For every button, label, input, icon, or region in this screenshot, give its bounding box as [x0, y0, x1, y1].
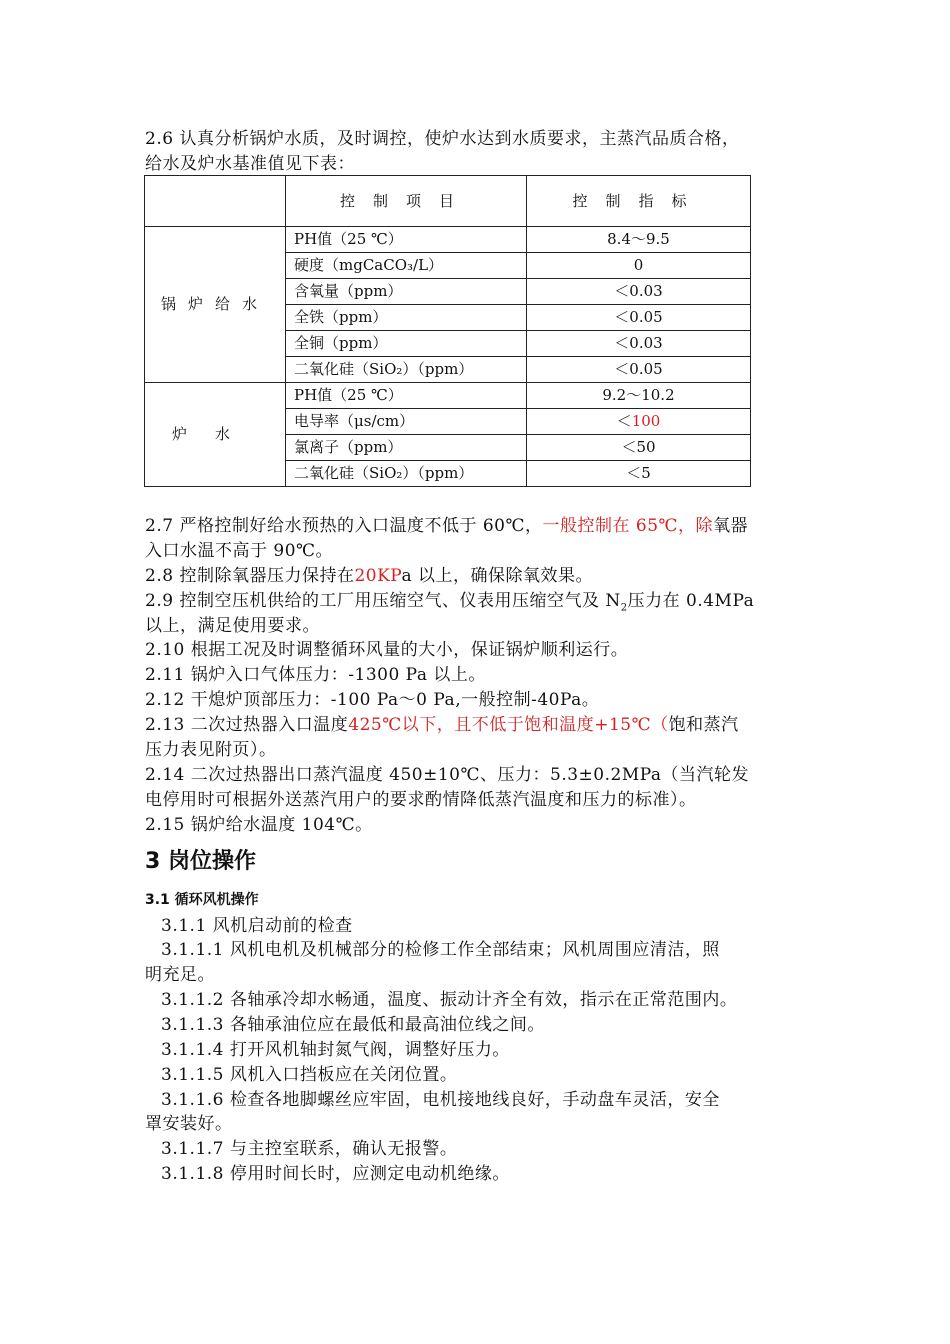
subscript: 2 [620, 602, 628, 614]
item-3-1-1-2: 3.1.1.2 各轴承冷却水畅通，温度、振动计齐全有效，指示在正常范围内。 [161, 990, 738, 1010]
para-2-9-line-2: 以上，满足使用要求。 [145, 616, 320, 636]
table-row [145, 227, 751, 253]
para-2-15: 2.15 锅炉给水温度 104℃。 [145, 815, 373, 835]
item-3-1-1-4: 3.1.1.4 打开风机轴封氮气阀，调整好压力。 [161, 1040, 510, 1060]
section-3-heading: 3 岗位操作 [145, 849, 256, 874]
value-cell: ＜0.03 [527, 331, 751, 357]
item-3-1-1-3: 3.1.1.3 各轴承油位应在最低和最高油位线之间。 [161, 1015, 545, 1035]
item-3-1-1: 3.1.1 风机启动前的检查 [161, 916, 353, 936]
item-cell: PH值（25 ℃） [286, 227, 527, 253]
item-cell: PH值（25 ℃） [286, 383, 527, 409]
item-cell: 全铜（ppm） [286, 331, 527, 357]
value-cell: ＜50 [527, 435, 751, 461]
value-red: 100 [631, 412, 661, 430]
item-cell: 全铁（ppm） [286, 305, 527, 331]
header-value-cell: 控制指标 [527, 176, 751, 227]
item-3-1-1-1-line-1: 3.1.1.1 风机电机及机械部分的检修工作全部结束；风机周围应清洁，照 [161, 940, 720, 960]
value-prefix: ＜ [616, 412, 632, 430]
table-row [145, 383, 751, 409]
water-quality-table [144, 175, 751, 487]
text-span: 压力在 0.4MPa [627, 591, 755, 611]
para-2-12: 2.12 干熄炉顶部压力：-100 Pa～0 Pa,一般控制-40Pa。 [145, 690, 600, 710]
item-cell: 二氧化硅（SiO₂）（ppm） [286, 461, 527, 487]
intro-line-1: 2.6 认真分析锅炉水质，及时调控，使炉水达到水质要求，主蒸汽品质合格， [145, 129, 740, 149]
para-2-8 [145, 564, 810, 588]
value-cell: ＜0.03 [527, 279, 751, 305]
item-cell: 氯离子（ppm） [286, 435, 527, 461]
item-cell: 硬度（mgCaCO₃/L） [286, 253, 527, 279]
header-item-cell: 控制项目 [286, 176, 527, 227]
highlight-span: 20KP [354, 566, 402, 586]
value-cell: ＜5 [527, 461, 751, 487]
intro-line-2: 给水及炉水基准值见下表： [145, 154, 355, 174]
text-span: 2.9 控制空压机供给的工厂用压缩空气、仪表用压缩空气及 N [145, 591, 621, 611]
value-cell: ＜0.05 [527, 305, 751, 331]
value-cell: 9.2～10.2 [527, 383, 751, 409]
item-3-1-1-5: 3.1.1.5 风机入口挡板应在关闭位置。 [161, 1065, 458, 1085]
group-feedwater-cell: 锅炉给水 [145, 227, 286, 383]
item-cell: 二氧化硅（SiO₂）（ppm） [286, 357, 527, 383]
text-span: a 以上，确保除氧效果。 [401, 566, 594, 586]
item-3-1-1-6-line-2: 罩安装好。 [145, 1114, 233, 1134]
para-2-14-line-2: 电停用时可根据外送蒸汽用户的要求酌情降低蒸汽温度和压力的标准）。 [145, 790, 697, 810]
text-span: 饱和蒸汽 [668, 715, 739, 735]
item-cell: 电导率（μs/cm） [286, 409, 527, 435]
value-cell [527, 409, 751, 435]
para-2-7-line-1 [145, 514, 810, 538]
para-2-10: 2.10 根据工况及时调整循环风量的大小，保证锅炉顺利运行。 [145, 640, 629, 660]
value-cell: 0 [527, 253, 751, 279]
para-2-14-line-1: 2.14 二次过热器出口蒸汽温度 450±10℃、压力：5.3±0.2MPa（当汽轮发 [145, 765, 750, 785]
highlight-span: 425℃以下，且不低于饱和温度+15℃（ [348, 715, 669, 735]
item-3-1-1-6-line-1: 3.1.1.6 检查各地脚螺丝应牢固，电机接地线良好，手动盘车灵活，安全 [161, 1090, 720, 1110]
para-2-13-line-2: 压力表见附页）。 [145, 740, 277, 760]
item-3-1-1-7: 3.1.1.7 与主控室联系，确认无报警。 [161, 1139, 458, 1159]
header-blank-cell [145, 176, 286, 227]
highlight-span: 一般控制在 65℃，除 [542, 516, 714, 536]
text-span: 氧器 [713, 516, 749, 536]
text-span: 2.8 控制除氧器压力保持在 [145, 566, 355, 586]
text-span: 2.7 严格控制好给水预热的入口温度不低于 60℃， [145, 516, 543, 536]
value-cell: 8.4～9.5 [527, 227, 751, 253]
text-span: 2.13 二次过热器入口温度 [145, 715, 349, 735]
para-2-13-line-1 [145, 713, 810, 737]
item-cell: 含氧量（ppm） [286, 279, 527, 305]
para-2-7-line-2: 入口水温不高于 90℃。 [145, 541, 334, 561]
group-boilerwater-cell: 炉水 [145, 383, 286, 487]
item-3-1-1-1-line-2: 明充足。 [145, 965, 215, 985]
value-cell: ＜0.05 [527, 357, 751, 383]
para-2-11: 2.11 锅炉入口气体压力：-1300 Pa 以上。 [145, 665, 486, 685]
item-3-1-1-8: 3.1.1.8 停用时间长时，应测定电动机绝缘。 [161, 1164, 510, 1184]
section-3-1-heading: 3.1 循环风机操作 [145, 892, 259, 908]
table-header-row [145, 176, 751, 227]
